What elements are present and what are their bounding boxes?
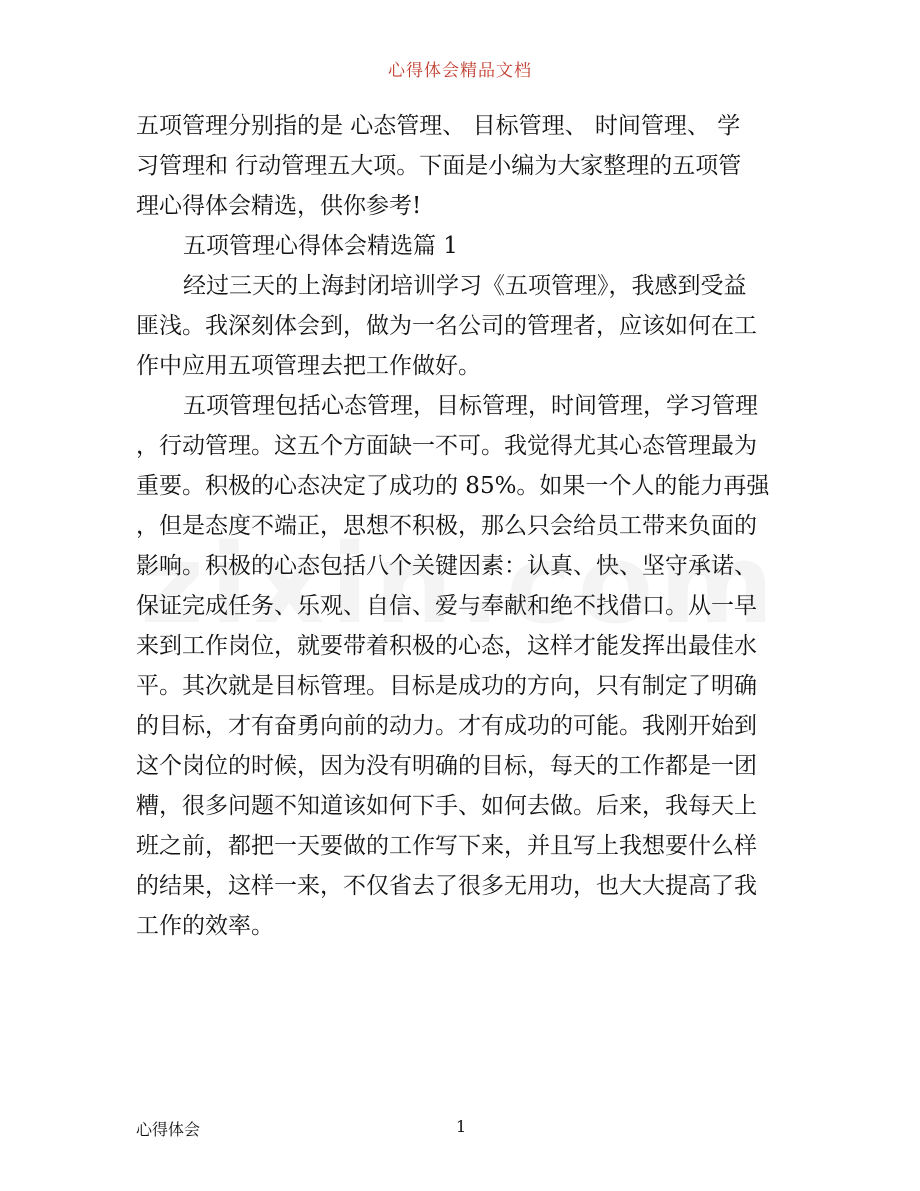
body-line: 习管理和 行动管理五大项。下面是小编为大家整理的五项管 bbox=[136, 153, 742, 179]
body-line: 糟，很多问题不知道该如何下手、如何去做。后来，我每天上 bbox=[136, 793, 757, 819]
body-line: 的结果，这样一来，不仅省去了很多无用功，也大大提高了我 bbox=[136, 873, 757, 899]
body-line: ，但是态度不端正，思想不积极，那么只会给员工带来负面的 bbox=[136, 513, 757, 539]
body-line: 平。其次就是目标管理。目标是成功的方向，只有制定了明确 bbox=[136, 673, 757, 699]
section-heading: 五项管理心得体会精选篇 1 bbox=[183, 233, 458, 259]
body-line: 班之前，都把一天要做的工作写下来，并且写上我想要什么样 bbox=[136, 833, 757, 859]
body-line: 的目标，才有奋勇向前的动力。才有成功的可能。我刚开始到 bbox=[136, 713, 757, 739]
body-line: 匪浅。我深刻体会到，做为一名公司的管理者，应该如何在工 bbox=[136, 313, 757, 339]
body-line: 重要。积极的心态决定了成功的 85%。如果一个人的能力再强 bbox=[136, 473, 770, 499]
body-line: 五项管理包括心态管理，目标管理，时间管理，学习管理 bbox=[183, 393, 758, 419]
body-line: 五项管理分别指的是 心态管理、 目标管理、 时间管理、 学 bbox=[136, 113, 741, 139]
footer-label: 心得体会 bbox=[136, 1120, 201, 1139]
body-line: 经过三天的上海封闭培训学习《五项管理》，我感到受益 bbox=[183, 273, 747, 299]
body-line: 这个岗位的时候，因为没有明确的目标，每天的工作都是一团 bbox=[136, 753, 757, 779]
page-number: 1 bbox=[456, 1117, 467, 1136]
body-line: ，行动管理。这五个方面缺一不可。我觉得尤其心态管理最为 bbox=[136, 433, 757, 459]
page-header-title: 心得体会精品文档 bbox=[388, 61, 532, 81]
body-line: 理心得体会精选，供你参考! bbox=[136, 193, 422, 219]
document-body bbox=[136, 106, 786, 946]
body-line: 作中应用五项管理去把工作做好。 bbox=[136, 353, 481, 379]
body-line: 影响。积极的心态包括八个关键因素：认真、快、坚守承诺、 bbox=[136, 553, 757, 579]
body-line: 来到工作岗位，就要带着积极的心态，这样才能发挥出最佳水 bbox=[136, 633, 757, 659]
body-line: 工作的效率。 bbox=[136, 913, 274, 939]
body-line: 保证完成任务、乐观、自信、爱与奉献和绝不找借口。从一早 bbox=[136, 593, 757, 619]
